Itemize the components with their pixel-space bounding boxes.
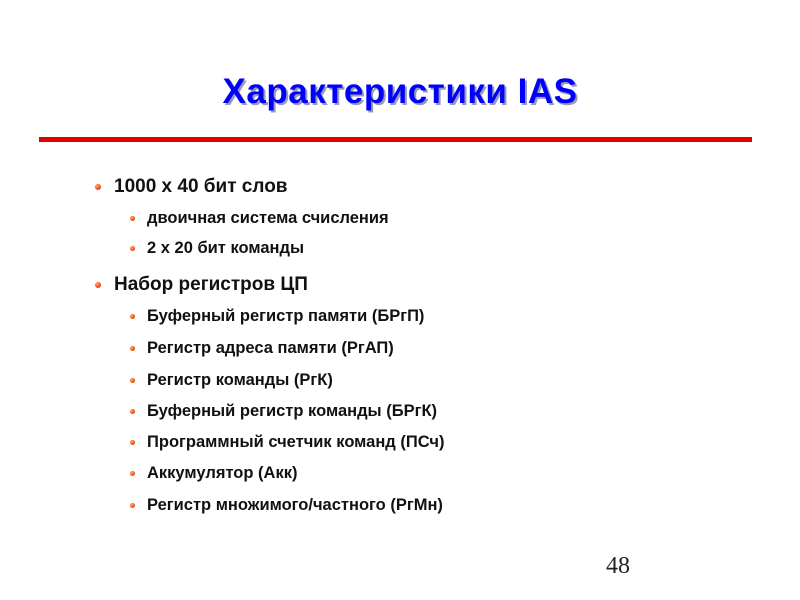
- list-item-text: Аккумулятор (Акк): [147, 464, 298, 482]
- list-item: [95, 176, 287, 198]
- list-item-text: Регистр множимого/частного (РгМн): [147, 496, 443, 514]
- list-item-text: 2 x 20 бит команды: [147, 239, 305, 257]
- bullet-icon: [130, 409, 135, 414]
- list-item-text: Программный счетчик команд (ПСч): [147, 433, 445, 451]
- bullet-icon: [130, 471, 135, 476]
- bullet-icon: [130, 314, 135, 319]
- list-item: [130, 402, 437, 421]
- bullet-icon: [130, 503, 135, 508]
- bullet-icon: [130, 246, 135, 251]
- bullet-icon: [95, 184, 101, 190]
- bullet-icon: [95, 282, 101, 288]
- list-item-text: 1000 x 40 бит слов: [114, 176, 288, 197]
- list-item: [95, 274, 308, 296]
- list-item-text: Регистр команды (РгК): [147, 371, 333, 389]
- list-item-text: Регистр адреса памяти (РгАП): [147, 339, 394, 357]
- slide-title: Характеристики IAS: [222, 72, 578, 111]
- bullet-icon: [130, 216, 135, 221]
- list-item: [130, 307, 424, 326]
- page-number: 48: [606, 553, 630, 579]
- list-item: [130, 433, 445, 452]
- list-item-text: Буферный регистр команды (БРгК): [147, 402, 438, 420]
- bullet-icon: [130, 440, 135, 445]
- list-item: [130, 371, 333, 390]
- list-item: [130, 209, 389, 228]
- list-item: [130, 496, 443, 515]
- bullet-icon: [130, 346, 135, 351]
- list-item: [130, 464, 297, 483]
- list-item: [130, 339, 394, 358]
- bullet-icon: [130, 378, 135, 383]
- list-item-text: Набор регистров ЦП: [114, 274, 308, 295]
- list-item-text: двоичная система счисления: [147, 209, 389, 227]
- list-item-text: Буферный регистр памяти (БРгП): [147, 307, 425, 325]
- list-item: [130, 239, 304, 258]
